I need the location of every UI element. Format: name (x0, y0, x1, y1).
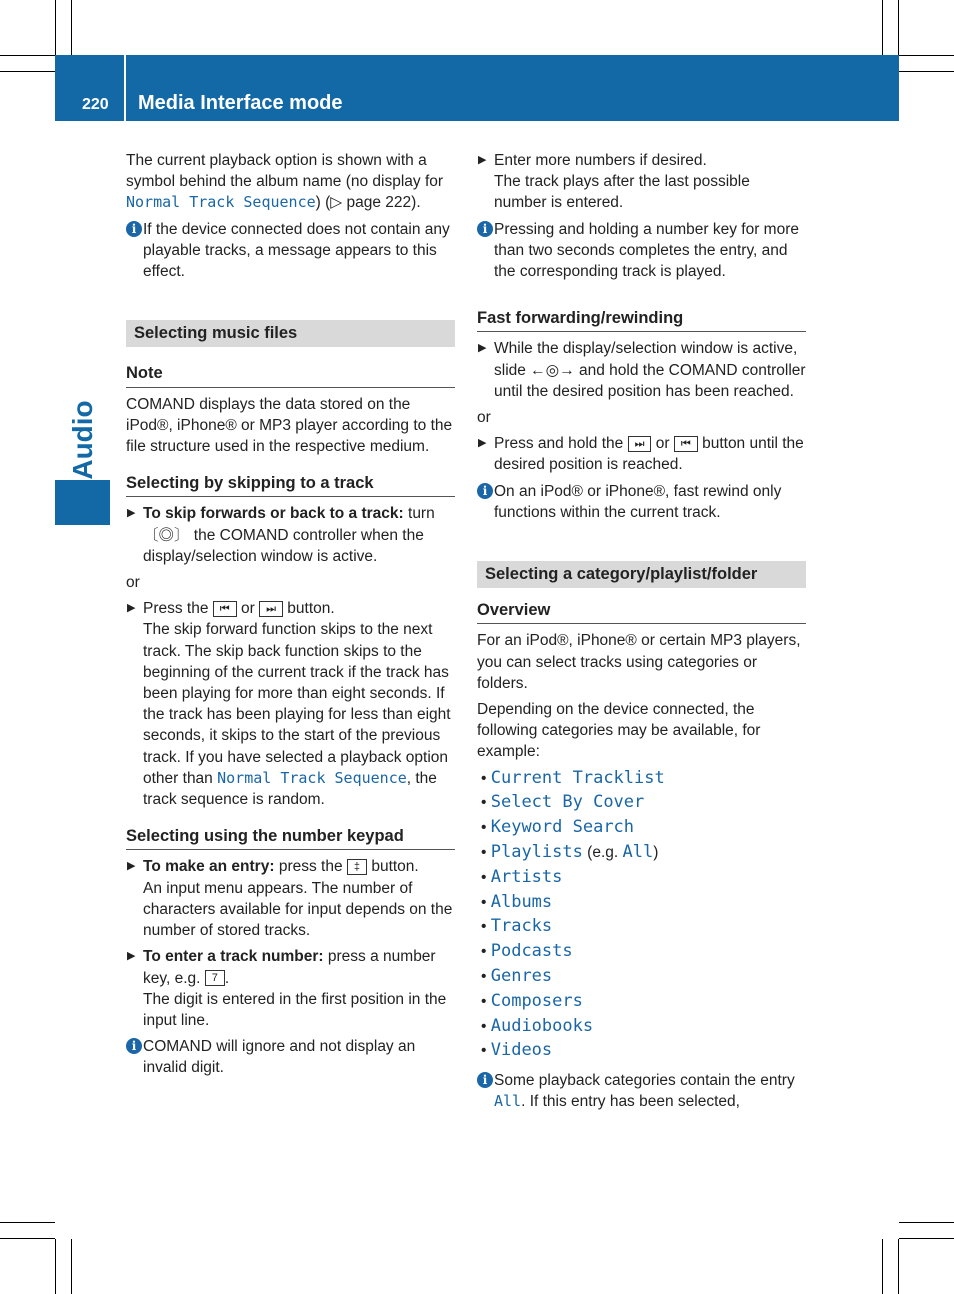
triangle-icon: ▶ (478, 154, 487, 166)
crop-mark (899, 55, 954, 56)
crop-mark (0, 55, 55, 56)
step-item: ▶ Enter more numbers if desired. The track plays after the last possible number is entered. (477, 150, 806, 214)
crop-mark (55, 0, 56, 55)
info-icon: i (126, 221, 142, 237)
triangle-icon: ▶ (127, 507, 136, 520)
list-item: • Albums (481, 891, 553, 912)
list-item: • Playlists (e.g. All) (481, 842, 659, 863)
crop-mark (0, 71, 55, 72)
crop-mark (899, 71, 954, 72)
intro-paragraph: The current playback option is shown with a symbol behind the album name (no display for Normal Track Sequence) (▷ page 222). (126, 152, 444, 212)
crop-mark (899, 1222, 954, 1223)
crop-mark (0, 1222, 55, 1223)
info-note: i Some playback categories contain the entry All. If this entry has been selected, (477, 1070, 806, 1112)
skip-forward-key-icon: ⏭ (628, 436, 652, 452)
info-icon: i (126, 1038, 142, 1054)
subheading-note: Note (126, 363, 455, 387)
list-item: • Select By Cover (481, 792, 645, 813)
info-icon: i (477, 483, 493, 499)
right-column (477, 150, 806, 1117)
crop-mark (899, 1238, 954, 1239)
section-heading: Selecting a category/playlist/folder (477, 561, 806, 588)
step-detail: An input menu appears. The number of characters available for input depends on the number of stored tracks. (143, 879, 453, 940)
list-item: • Keyword Search (481, 817, 635, 838)
subheading-keypad: Selecting using the number keypad (126, 826, 455, 850)
step-item: ▶ To make an entry: press the ‡ button. An input menu appears. The number of characters available for input depends on the number of stored tracks. (126, 856, 455, 941)
list-item: • Genres (481, 966, 553, 987)
list-item: • Composers (481, 990, 583, 1011)
crop-mark (55, 1239, 56, 1294)
left-column (126, 150, 455, 1084)
list-item: • Tracks (481, 916, 553, 937)
triangle-icon: ▶ (478, 342, 487, 355)
step-detail: The track plays after the last possible number is entered. (494, 173, 750, 212)
step-detail: The skip forward function skips to the next track. The skip back function skips to the beginning of the current track if the track has been playing for more than eight seconds. If the track has been playing for less than eight seconds, it skips to the start of the previous track. If you have selected a playback option other than Normal Track Sequence, the track sequence is random. (143, 621, 451, 809)
skip-back-key-icon: ⏮ (213, 601, 237, 617)
overview-paragraph: For an iPod®, iPhone® or certain MP3 players, you can select tracks using categories or folders. (477, 632, 801, 692)
info-icon: i (477, 1072, 493, 1088)
page-title: Media Interface mode (138, 92, 343, 114)
skip-forward-key-icon: ⏭ (259, 601, 283, 617)
step-item: ▶ Press and hold the ⏭ or ⏮ button until the desired position is reached. (478, 435, 804, 474)
hash-key-icon: ‡ (347, 859, 367, 875)
crop-mark (898, 0, 899, 55)
number-key-icon: 7 (205, 970, 225, 986)
subheading-overview: Overview (477, 600, 806, 624)
info-icon: i (477, 221, 493, 237)
step-item: ▶ To skip forwards or back to a track: turn 〔◎〕 the COMAND controller when the display/selection window is active. (127, 505, 435, 565)
triangle-icon: ▶ (478, 437, 487, 450)
section-heading: Selecting music files (126, 320, 455, 347)
crop-mark (0, 1238, 55, 1239)
chapter-label: Audio (67, 400, 98, 480)
triangle-icon: ▶ (127, 860, 136, 873)
info-note: i Pressing and holding a number key for more than two seconds completes the entry, and the corresponding track is played. (477, 219, 806, 283)
chapter-tab (55, 480, 110, 525)
header-divider (124, 55, 126, 121)
info-note: i If the device connected does not contain any playable tracks, a message appears to this effect. (126, 219, 455, 283)
link-normal-track-sequence: Normal Track Sequence (126, 193, 316, 212)
crop-mark (71, 0, 72, 55)
info-note: i On an iPod® or iPhone®, fast rewind only functions within the current track. (477, 481, 806, 523)
step-item: ▶ Press the ⏮ or ⏭ button. The skip forward function skips to the next track. The skip back function skips to the beginning of the current track if the track has been playing for more than eight seconds. If the track has been playing for less than eight seconds, it skips to the start of the previous track. If you have selected a playback option other than Normal Track Sequence, the track sequence is random. (126, 598, 455, 810)
note-paragraph: COMAND displays the data stored on the iPod®, iPhone® or MP3 player according to the file structure used in the respective medium. (126, 395, 453, 456)
list-item: • Audiobooks (481, 1015, 594, 1036)
list-item: • Current Tracklist (481, 767, 665, 788)
list-item: • Artists (481, 866, 563, 887)
crop-mark (882, 1239, 883, 1294)
page-number: 220 (82, 96, 109, 113)
or-text: or (477, 409, 491, 427)
link-normal-track-sequence: Normal Track Sequence (217, 768, 407, 787)
category-list (477, 768, 806, 1062)
subheading-skip: Selecting by skipping to a track (126, 473, 455, 497)
info-note: i COMAND will ignore and not display an invalid digit. (126, 1036, 455, 1078)
overview-paragraph: Depending on the device connected, the following categories may be available, for example: (477, 701, 761, 761)
crop-mark (898, 1239, 899, 1294)
skip-back-key-icon: ⏮ (674, 436, 698, 452)
list-item: • Videos (481, 1040, 553, 1061)
subheading-fast-forward: Fast forwarding/rewinding (477, 308, 806, 332)
triangle-icon: ▶ (127, 602, 136, 615)
step-item: ▶ While the display/selection window is active, slide ←◎→ and hold the COMAND controller until the desired position has been reached. (478, 340, 806, 400)
triangle-icon: ▶ (127, 950, 136, 963)
list-item: • Podcasts (481, 941, 573, 962)
step-detail: The digit is entered in the first position in the input line. (143, 990, 447, 1029)
crop-mark (71, 1239, 72, 1294)
crop-mark (882, 0, 883, 55)
step-item: ▶ To enter a track number: press a number key, e.g. 7 . The digit is entered in the first position in the input line. (126, 946, 455, 1031)
or-text: or (126, 574, 140, 592)
